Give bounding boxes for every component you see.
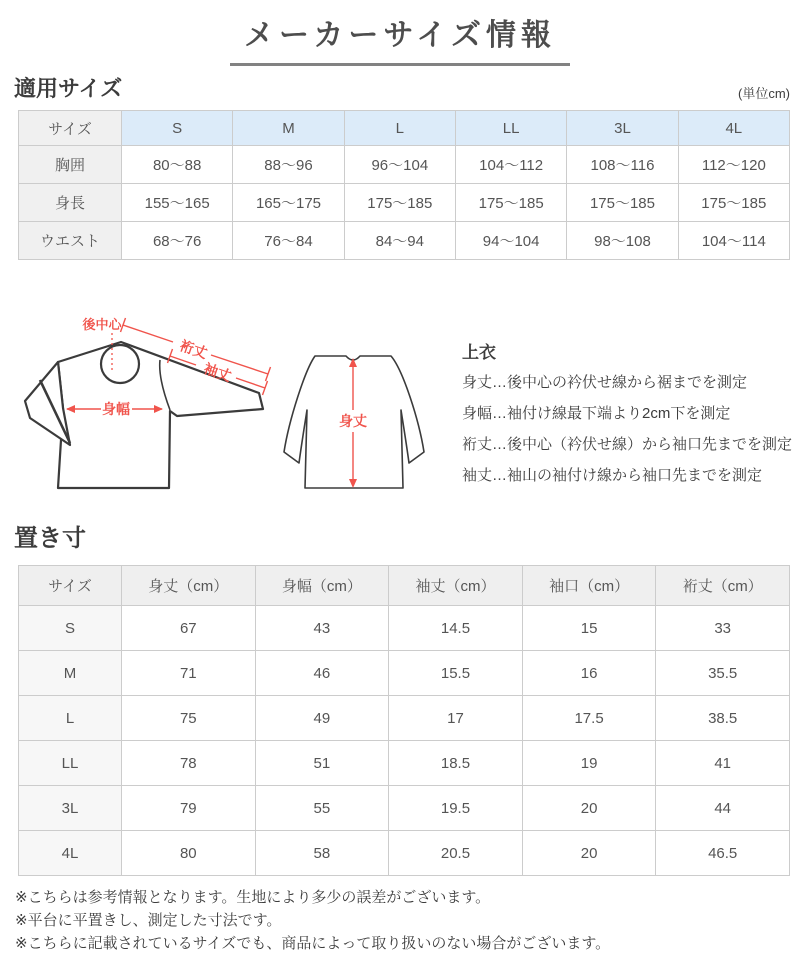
legend-line: 身幅…袖付け線最下端より2cm下を測定 (462, 405, 731, 422)
value-cell: 78 (122, 741, 256, 786)
table-row (19, 651, 790, 696)
column-header: 袖口（cm） (522, 566, 656, 606)
size-row-label: 3L (19, 786, 122, 831)
size-row-label: L (19, 696, 122, 741)
table-row (19, 696, 790, 741)
value-cell: 71 (122, 651, 256, 696)
table-row (19, 741, 790, 786)
value-cell: 51 (255, 741, 389, 786)
column-header: 袖丈（cm） (389, 566, 523, 606)
value-cell: 80 (122, 831, 256, 876)
size-column-header: S (122, 111, 233, 146)
row-label-chest: 胸囲 (19, 146, 122, 184)
table-row (19, 222, 790, 260)
value-cell: 19 (522, 741, 656, 786)
value-cell: 155〜165 (122, 184, 233, 222)
title-bar (0, 0, 800, 66)
size-column-header: M (233, 111, 344, 146)
value-cell: 15 (522, 606, 656, 651)
table-row (19, 184, 790, 222)
value-cell: 68〜76 (122, 222, 233, 260)
column-header: サイズ (19, 566, 122, 606)
value-cell: 175〜185 (567, 184, 678, 222)
value-cell: 104〜112 (455, 146, 566, 184)
measure-legend (462, 338, 792, 498)
body-length-label: 身丈 (339, 413, 367, 429)
size-column-header: 4L (678, 111, 789, 146)
size-column-header: LL (455, 111, 566, 146)
value-cell: 79 (122, 786, 256, 831)
value-cell: 20 (522, 786, 656, 831)
body-width-label: 身幅 (102, 401, 130, 417)
value-cell: 15.5 (389, 651, 523, 696)
row-label-height: 身長 (19, 184, 122, 222)
corner-header-cell: サイズ (19, 111, 122, 146)
value-cell: 76〜84 (233, 222, 344, 260)
value-cell: 20 (522, 831, 656, 876)
value-cell: 46 (255, 651, 389, 696)
laid-measurements-table (18, 565, 790, 876)
value-cell: 43 (255, 606, 389, 651)
shirt-front-drawing (25, 342, 263, 488)
table-row (19, 831, 790, 876)
value-cell: 55 (255, 786, 389, 831)
value-cell: 175〜185 (455, 184, 566, 222)
table-header-row (19, 111, 790, 146)
table-row (19, 606, 790, 651)
value-cell: 41 (656, 741, 790, 786)
value-cell: 175〜185 (678, 184, 789, 222)
note-line: ※平台に平置きし、測定した寸法です。 (15, 912, 282, 929)
page-title: メーカーサイズ情報 (230, 10, 570, 66)
column-header: 裄丈（cm） (656, 566, 790, 606)
table-row (19, 146, 790, 184)
section-heading-applicable-sizes: 適用サイズ (14, 76, 123, 101)
size-row-label: S (19, 606, 122, 651)
footnotes (15, 887, 800, 955)
value-cell: 75 (122, 696, 256, 741)
shirt-diagram-svg (10, 298, 470, 510)
value-cell: 165〜175 (233, 184, 344, 222)
column-header: 身丈（cm） (122, 566, 256, 606)
value-cell: 17.5 (522, 696, 656, 741)
value-cell: 46.5 (656, 831, 790, 876)
value-cell: 58 (255, 831, 389, 876)
value-cell: 33 (656, 606, 790, 651)
note-line: ※こちらは参考情報となります。生地により多少の誤差がございます。 (15, 889, 491, 906)
value-cell: 14.5 (389, 606, 523, 651)
value-cell: 84〜94 (344, 222, 455, 260)
value-cell: 112〜120 (678, 146, 789, 184)
size-row-label: M (19, 651, 122, 696)
measurement-diagram (0, 298, 800, 510)
value-cell: 96〜104 (344, 146, 455, 184)
value-cell: 17 (389, 696, 523, 741)
value-cell: 67 (122, 606, 256, 651)
applicable-sizes-header-row (14, 72, 790, 103)
sleeve-length-label: 袖丈 (201, 360, 234, 385)
note-line: ※こちらに記載されているサイズでも、商品によって取り扱いのない場合がございます。 (15, 935, 611, 952)
value-cell: 44 (656, 786, 790, 831)
legend-heading-jacket: 上衣 (462, 343, 496, 362)
unit-note: (単位cm) (738, 86, 790, 101)
value-cell: 35.5 (656, 651, 790, 696)
size-row-label: 4L (19, 831, 122, 876)
applicable-sizes-table (18, 110, 790, 260)
value-cell: 104〜114 (678, 222, 789, 260)
back-center-label: 後中心 (82, 317, 122, 332)
legend-line: 袖丈…袖山の袖付け線から袖口先までを測定 (462, 467, 763, 484)
yuki-length-label: 裄丈 (177, 337, 210, 362)
size-column-header: 3L (567, 111, 678, 146)
value-cell: 88〜96 (233, 146, 344, 184)
row-label-waist: ウエスト (19, 222, 122, 260)
section-heading-laid-measurements: 置き寸 (14, 525, 86, 552)
value-cell: 175〜185 (344, 184, 455, 222)
value-cell: 108〜116 (567, 146, 678, 184)
legend-line: 身丈…後中心の衿伏せ線から裾までを測定 (462, 374, 748, 391)
value-cell: 94〜104 (455, 222, 566, 260)
value-cell: 19.5 (389, 786, 523, 831)
value-cell: 49 (255, 696, 389, 741)
size-column-header: L (344, 111, 455, 146)
table-row (19, 786, 790, 831)
value-cell: 80〜88 (122, 146, 233, 184)
value-cell: 18.5 (389, 741, 523, 786)
table-header-row (19, 566, 790, 606)
value-cell: 98〜108 (567, 222, 678, 260)
column-header: 身幅（cm） (255, 566, 389, 606)
size-row-label: LL (19, 741, 122, 786)
legend-line: 裄丈…後中心（衿伏せ線）から袖口先までを測定 (462, 436, 793, 453)
value-cell: 20.5 (389, 831, 523, 876)
value-cell: 16 (522, 651, 656, 696)
value-cell: 38.5 (656, 696, 790, 741)
